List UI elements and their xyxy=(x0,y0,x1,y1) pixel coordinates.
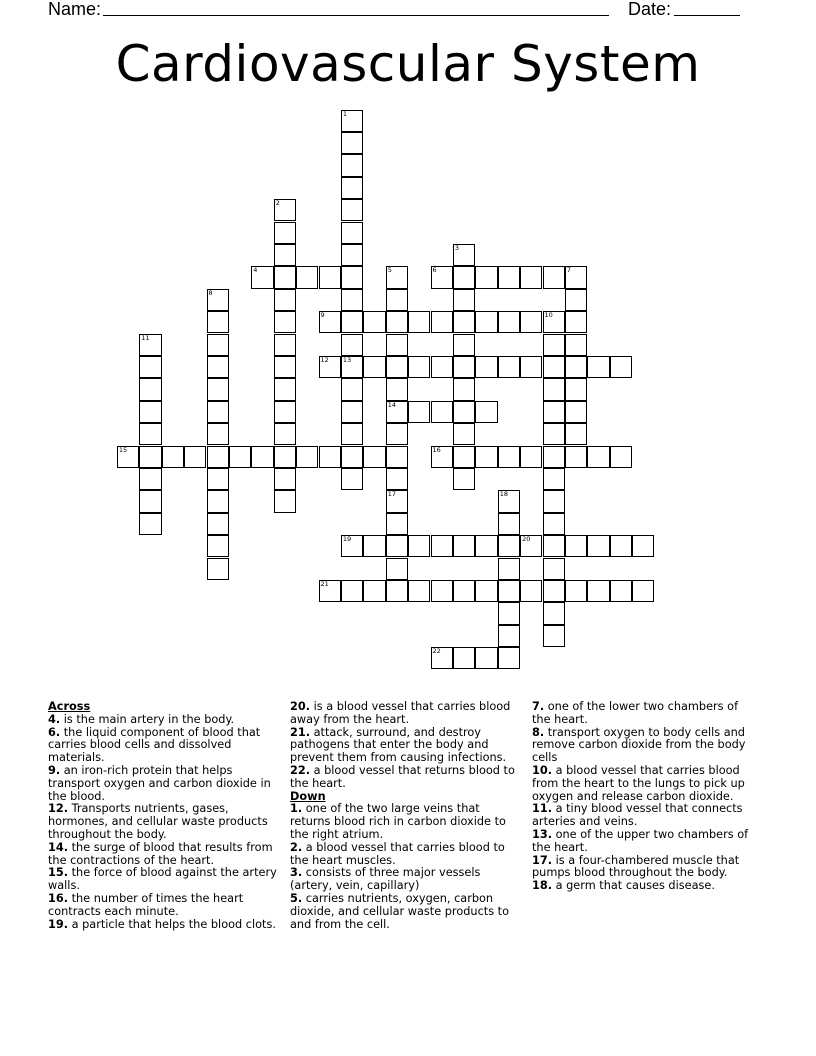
crossword-cell[interactable] xyxy=(363,356,385,378)
crossword-cell[interactable] xyxy=(543,580,565,602)
crossword-cell[interactable] xyxy=(207,289,229,311)
crossword-cell[interactable] xyxy=(207,558,229,580)
page-title: Cardiovascular System xyxy=(115,35,701,93)
clue-text: Transports nutrients, gases, hormones, and cellular waste products throughout the body. xyxy=(48,802,268,841)
crossword-cell[interactable] xyxy=(453,446,475,468)
crossword-cell[interactable] xyxy=(341,446,363,468)
clue-number: 16. xyxy=(48,891,69,905)
crossword-cell[interactable] xyxy=(363,580,385,602)
clue-item xyxy=(290,765,522,791)
crossword-cell[interactable] xyxy=(431,401,453,423)
clue-number-label: 18 xyxy=(499,490,508,499)
crossword-cell[interactable] xyxy=(632,535,654,557)
crossword-cell[interactable] xyxy=(386,334,408,356)
clue-number-label: 3 xyxy=(454,243,460,252)
clue-number: 4. xyxy=(48,712,61,726)
crossword-cell[interactable] xyxy=(475,580,497,602)
clue-number-label: 15 xyxy=(118,445,128,454)
crossword-cell[interactable] xyxy=(139,490,161,512)
crossword-cell[interactable] xyxy=(296,446,318,468)
crossword-cell[interactable] xyxy=(386,311,408,333)
crossword-cell[interactable] xyxy=(363,446,385,468)
crossword-cell[interactable] xyxy=(296,266,318,288)
crossword-cell[interactable] xyxy=(543,378,565,400)
crossword-cell[interactable] xyxy=(587,580,609,602)
crossword-cell[interactable] xyxy=(520,356,542,378)
crossword-cell[interactable] xyxy=(520,266,542,288)
clue-section-heading: Across xyxy=(48,700,91,713)
clue-item xyxy=(48,893,280,919)
crossword-cell[interactable] xyxy=(319,356,341,378)
clue-number: 2. xyxy=(290,840,303,854)
crossword-cell[interactable] xyxy=(274,356,296,378)
crossword-cell[interactable] xyxy=(475,446,497,468)
clue-text: a blood vessel that carries blood from the heart to the lungs to pick up oxygen and release carbon dioxide. xyxy=(532,763,745,803)
clue-number: 1. xyxy=(290,802,303,816)
crossword-cell[interactable] xyxy=(319,266,341,288)
crossword-cell[interactable] xyxy=(363,535,385,557)
name-label: Name: xyxy=(48,0,102,19)
crossword-cell[interactable] xyxy=(431,266,453,288)
crossword-cell[interactable] xyxy=(543,266,565,288)
clue-number-label: 1 xyxy=(342,109,348,118)
crossword-cell[interactable] xyxy=(139,423,161,445)
crossword-cell[interactable] xyxy=(565,378,587,400)
crossword-cell[interactable] xyxy=(498,266,520,288)
clue-number-label: 16 xyxy=(432,445,441,454)
crossword-cell[interactable] xyxy=(207,446,229,468)
crossword-cell[interactable] xyxy=(341,177,363,199)
date-label: Date: xyxy=(628,0,672,19)
crossword-cell[interactable] xyxy=(543,334,565,356)
crossword-cell[interactable] xyxy=(139,401,161,423)
clue-text: is a four-chambered muscle that pumps blood throughout the body. xyxy=(532,853,740,880)
clue-item xyxy=(48,842,280,868)
clue-number-label: 19 xyxy=(342,535,352,544)
crossword-cell[interactable] xyxy=(341,580,363,602)
clue-number-label: 7 xyxy=(566,266,572,275)
crossword-cell[interactable] xyxy=(341,110,363,132)
clue-text: the liquid component of blood that carries blood cells and dissolved materials. xyxy=(48,725,261,765)
crossword-cell[interactable] xyxy=(251,266,273,288)
crossword-cell[interactable] xyxy=(408,311,430,333)
crossword-cell[interactable] xyxy=(475,356,497,378)
crossword-cell[interactable] xyxy=(610,535,632,557)
clue-item xyxy=(532,727,754,765)
crossword-cell[interactable] xyxy=(386,446,408,468)
crossword-cell[interactable] xyxy=(431,580,453,602)
crossword-cell[interactable] xyxy=(543,490,565,512)
crossword-cell[interactable] xyxy=(431,356,453,378)
crossword-cell[interactable] xyxy=(453,580,475,602)
clue-number: 20. xyxy=(290,700,311,713)
clue-text: an iron-rich protein that helps transport oxygen and carbon dioxide in the blood. xyxy=(48,763,271,803)
clue-number: 18. xyxy=(532,879,553,893)
clue-text: a tiny blood vessel that connects arteries and veins. xyxy=(532,802,743,829)
clue-number: 7. xyxy=(532,700,545,713)
crossword-cell[interactable] xyxy=(543,468,565,490)
crossword-cell[interactable] xyxy=(498,356,520,378)
clue-text: a blood vessel that carries blood to the heart muscles. xyxy=(290,840,505,867)
crossword-cell[interactable] xyxy=(207,513,229,535)
crossword-cell[interactable] xyxy=(498,602,520,624)
clue-section-heading: Down xyxy=(290,789,326,803)
crossword-cell[interactable] xyxy=(386,513,408,535)
clue-number: 8. xyxy=(532,725,545,739)
crossword-cell[interactable] xyxy=(408,356,430,378)
crossword-cell[interactable] xyxy=(498,535,520,557)
crossword-cell[interactable] xyxy=(565,446,587,468)
crossword-cell[interactable] xyxy=(139,468,161,490)
crossword-cell[interactable] xyxy=(386,535,408,557)
crossword-cell[interactable] xyxy=(341,535,363,557)
crossword-cell[interactable] xyxy=(408,580,430,602)
crossword-cell[interactable] xyxy=(565,311,587,333)
crossword-cell[interactable] xyxy=(565,334,587,356)
clue-text: one of the upper two chambers of the heart. xyxy=(532,827,749,854)
crossword-cell[interactable] xyxy=(274,401,296,423)
clue-number-label: 20 xyxy=(522,535,531,544)
clue-text: is the main artery in the body. xyxy=(63,712,235,726)
clue-number-label: 4 xyxy=(253,266,258,275)
clue-number-label: 8 xyxy=(208,288,213,297)
crossword-cell[interactable] xyxy=(207,535,229,557)
crossword-cell[interactable] xyxy=(274,378,296,400)
clue-number-label: 2 xyxy=(275,199,280,208)
crossword-cell[interactable] xyxy=(632,580,654,602)
crossword-cell[interactable] xyxy=(543,535,565,557)
crossword-cell[interactable] xyxy=(565,356,587,378)
crossword-cell[interactable] xyxy=(274,423,296,445)
crossword-cell[interactable] xyxy=(498,647,520,669)
crossword-cell[interactable] xyxy=(117,446,139,468)
clue-number-label: 14 xyxy=(387,400,396,409)
crossword-cell[interactable] xyxy=(431,446,453,468)
crossword-cell[interactable] xyxy=(565,266,587,288)
crossword-cell[interactable] xyxy=(453,244,475,266)
crossword-cell[interactable] xyxy=(453,535,475,557)
crossword-cell[interactable] xyxy=(408,401,430,423)
crossword-cell[interactable] xyxy=(565,401,587,423)
clue-column-1 xyxy=(48,701,280,931)
crossword-cell[interactable] xyxy=(207,311,229,333)
crossword-cell[interactable] xyxy=(162,446,184,468)
clue-item xyxy=(290,803,522,841)
clue-item xyxy=(290,842,522,868)
clue-number: 6. xyxy=(48,725,61,739)
crossword-cell[interactable] xyxy=(341,334,363,356)
crossword-cell[interactable] xyxy=(543,446,565,468)
crossword-cell[interactable] xyxy=(386,401,408,423)
crossword-cell[interactable] xyxy=(498,558,520,580)
crossword-cell[interactable] xyxy=(543,423,565,445)
crossword-cell[interactable] xyxy=(251,446,273,468)
crossword-cell[interactable] xyxy=(184,446,206,468)
clue-number: 19. xyxy=(48,917,69,931)
crossword-cell[interactable] xyxy=(274,311,296,333)
crossword-cell[interactable] xyxy=(475,311,497,333)
clue-item xyxy=(532,765,754,803)
crossword-cell[interactable] xyxy=(543,401,565,423)
clue-item xyxy=(48,919,280,932)
clue-text: a blood vessel that returns blood to the heart. xyxy=(290,763,515,790)
crossword-cell[interactable] xyxy=(453,311,475,333)
clue-number-label: 22 xyxy=(432,647,441,656)
clue-number: 17. xyxy=(532,853,553,867)
clue-number-label: 21 xyxy=(320,579,329,588)
crossword-cell[interactable] xyxy=(386,490,408,512)
crossword-cell[interactable] xyxy=(543,625,565,647)
clue-number-label: 13 xyxy=(342,355,352,364)
crossword-cell[interactable] xyxy=(139,356,161,378)
crossword-cell[interactable] xyxy=(386,580,408,602)
clue-item xyxy=(532,803,754,829)
clue-item xyxy=(48,765,280,803)
crossword-cell[interactable] xyxy=(453,334,475,356)
crossword-cell[interactable] xyxy=(610,580,632,602)
crossword-cell[interactable] xyxy=(408,535,430,557)
clue-number-label: 10 xyxy=(544,311,553,320)
crossword-cell[interactable] xyxy=(453,289,475,311)
clue-number-label: 12 xyxy=(320,355,329,364)
crossword-cell[interactable] xyxy=(274,222,296,244)
crossword-cell[interactable] xyxy=(207,490,229,512)
clue-text: attack, surround, and destroy pathogens that enter the body and prevent them from causing infections. xyxy=(290,725,507,765)
crossword-cell[interactable] xyxy=(319,311,341,333)
clue-number: 15. xyxy=(48,866,69,880)
clue-number-label: 6 xyxy=(432,266,437,275)
clue-item xyxy=(48,803,280,841)
clue-column-2 xyxy=(290,701,522,931)
crossword-cell[interactable] xyxy=(565,535,587,557)
clue-text: the force of blood against the artery walls. xyxy=(48,866,277,893)
crossword-cell[interactable] xyxy=(207,468,229,490)
crossword-cell[interactable] xyxy=(453,266,475,288)
crossword-cell[interactable] xyxy=(520,311,542,333)
crossword-cell[interactable] xyxy=(139,513,161,535)
clue-text: is a blood vessel that carries blood away from the heart. xyxy=(290,700,511,726)
crossword-cell[interactable] xyxy=(587,356,609,378)
crossword-cell[interactable] xyxy=(274,446,296,468)
crossword-cell[interactable] xyxy=(274,334,296,356)
crossword-cell[interactable] xyxy=(207,334,229,356)
clue-number: 10. xyxy=(532,763,553,777)
crossword-cell[interactable] xyxy=(274,199,296,221)
crossword-cell[interactable] xyxy=(498,580,520,602)
clue-item xyxy=(48,727,280,765)
crossword-cell[interactable] xyxy=(453,647,475,669)
crossword-cell[interactable] xyxy=(341,199,363,221)
crossword-cell[interactable] xyxy=(386,423,408,445)
clue-item xyxy=(290,867,522,893)
crossword-cell[interactable] xyxy=(207,356,229,378)
clue-number: 13. xyxy=(532,827,553,841)
clue-item xyxy=(48,867,280,893)
crossword-cell[interactable] xyxy=(453,423,475,445)
clue-number: 5. xyxy=(290,891,303,905)
clue-item xyxy=(290,893,522,931)
crossword-cell[interactable] xyxy=(453,401,475,423)
clue-number: 9. xyxy=(48,763,61,777)
crossword-cell[interactable] xyxy=(341,356,363,378)
crossword-cell[interactable] xyxy=(139,446,161,468)
clue-item xyxy=(532,829,754,855)
crossword-cell[interactable] xyxy=(341,423,363,445)
crossword-cell[interactable] xyxy=(475,647,497,669)
clue-text: the number of times the heart contracts each minute. xyxy=(48,891,244,918)
crossword-cell[interactable] xyxy=(386,378,408,400)
crossword-cell[interactable] xyxy=(319,446,341,468)
crossword-cell[interactable] xyxy=(319,580,341,602)
crossword-cell[interactable] xyxy=(386,558,408,580)
crossword-cell[interactable] xyxy=(274,289,296,311)
crossword-cell[interactable] xyxy=(386,468,408,490)
crossword-cell[interactable] xyxy=(520,535,542,557)
clue-item xyxy=(290,727,522,765)
clue-text: one of the two large veins that returns blood rich in carbon dioxide to the right atrium. xyxy=(290,802,506,841)
crossword-cell[interactable] xyxy=(498,513,520,535)
crossword-cell[interactable] xyxy=(207,401,229,423)
crossword-cell[interactable] xyxy=(341,468,363,490)
crossword-cell[interactable] xyxy=(274,266,296,288)
crossword-cell[interactable] xyxy=(543,513,565,535)
crossword-cell[interactable] xyxy=(498,446,520,468)
crossword-cell[interactable] xyxy=(274,490,296,512)
crossword-cell[interactable] xyxy=(386,266,408,288)
crossword-cell[interactable] xyxy=(520,580,542,602)
clue-number: 22. xyxy=(290,763,311,777)
crossword-cell[interactable] xyxy=(565,289,587,311)
clue-item xyxy=(532,855,754,881)
crossword-cell[interactable] xyxy=(341,289,363,311)
crossword-cell[interactable] xyxy=(341,154,363,176)
clue-number: 14. xyxy=(48,840,69,854)
crossword-cell[interactable] xyxy=(341,244,363,266)
crossword-cell[interactable] xyxy=(341,311,363,333)
clue-number: 21. xyxy=(290,725,311,739)
crossword-cell[interactable] xyxy=(139,334,161,356)
crossword-cell[interactable] xyxy=(543,356,565,378)
crossword-cell[interactable] xyxy=(587,535,609,557)
clue-text: a germ that causes disease. xyxy=(555,879,715,893)
crossword-cell[interactable] xyxy=(587,446,609,468)
clue-number: 11. xyxy=(532,802,553,816)
crossword-cell[interactable] xyxy=(498,490,520,512)
clue-number: 3. xyxy=(290,866,303,880)
crossword-cell[interactable] xyxy=(565,580,587,602)
clue-text: transport oxygen to body cells and remove carbon dioxide from the body cells xyxy=(532,725,746,765)
crossword-cell[interactable] xyxy=(207,378,229,400)
clue-item xyxy=(532,701,754,727)
crossword-cell[interactable] xyxy=(274,244,296,266)
clue-item xyxy=(290,701,522,727)
crossword-cell[interactable] xyxy=(543,558,565,580)
crossword-cell[interactable] xyxy=(498,625,520,647)
crossword-cell[interactable] xyxy=(363,311,385,333)
crossword-cell[interactable] xyxy=(453,356,475,378)
crossword-cell[interactable] xyxy=(139,378,161,400)
clue-text: the surge of blood that results from the contractions of the heart. xyxy=(48,840,273,867)
crossword-cell[interactable] xyxy=(498,311,520,333)
crossword-cell[interactable] xyxy=(610,356,632,378)
crossword-cell[interactable] xyxy=(475,266,497,288)
clue-text: a particle that helps the blood clots. xyxy=(71,917,276,931)
crossword-cell[interactable] xyxy=(543,602,565,624)
crossword-cell[interactable] xyxy=(207,423,229,445)
crossword-cell[interactable] xyxy=(475,401,497,423)
crossword-cell[interactable] xyxy=(386,356,408,378)
clue-number-label: 17 xyxy=(387,490,396,499)
crossword-cell[interactable] xyxy=(229,446,251,468)
crossword-cell[interactable] xyxy=(341,378,363,400)
crossword-cell[interactable] xyxy=(386,289,408,311)
crossword-cell[interactable] xyxy=(341,132,363,154)
crossword-cell[interactable] xyxy=(610,446,632,468)
clue-item xyxy=(532,880,754,893)
crossword-cell[interactable] xyxy=(543,311,565,333)
crossword-cell[interactable] xyxy=(453,378,475,400)
crossword-cell[interactable] xyxy=(565,423,587,445)
crossword-cell[interactable] xyxy=(520,446,542,468)
clue-text: carries nutrients, oxygen, carbon dioxide, and cellular waste products to and from the cell. xyxy=(290,891,510,931)
crossword-cell[interactable] xyxy=(341,401,363,423)
clue-text: consists of three major vessels (artery, vein, capillary) xyxy=(290,866,481,893)
clue-number-label: 9 xyxy=(320,311,325,320)
clue-number: 12. xyxy=(48,802,69,816)
crossword-cell[interactable] xyxy=(453,468,475,490)
crossword-cell[interactable] xyxy=(341,266,363,288)
clue-column-3 xyxy=(532,701,754,893)
clue-number-label: 5 xyxy=(387,266,392,275)
crossword-cell[interactable] xyxy=(274,468,296,490)
crossword-cell[interactable] xyxy=(341,222,363,244)
clue-text: one of the lower two chambers of the heart. xyxy=(532,700,739,726)
crossword-cell[interactable] xyxy=(431,535,453,557)
crossword-cell[interactable] xyxy=(431,647,453,669)
crossword-cell[interactable] xyxy=(475,535,497,557)
clue-number-label: 11 xyxy=(141,333,150,342)
crossword-cell[interactable] xyxy=(431,311,453,333)
